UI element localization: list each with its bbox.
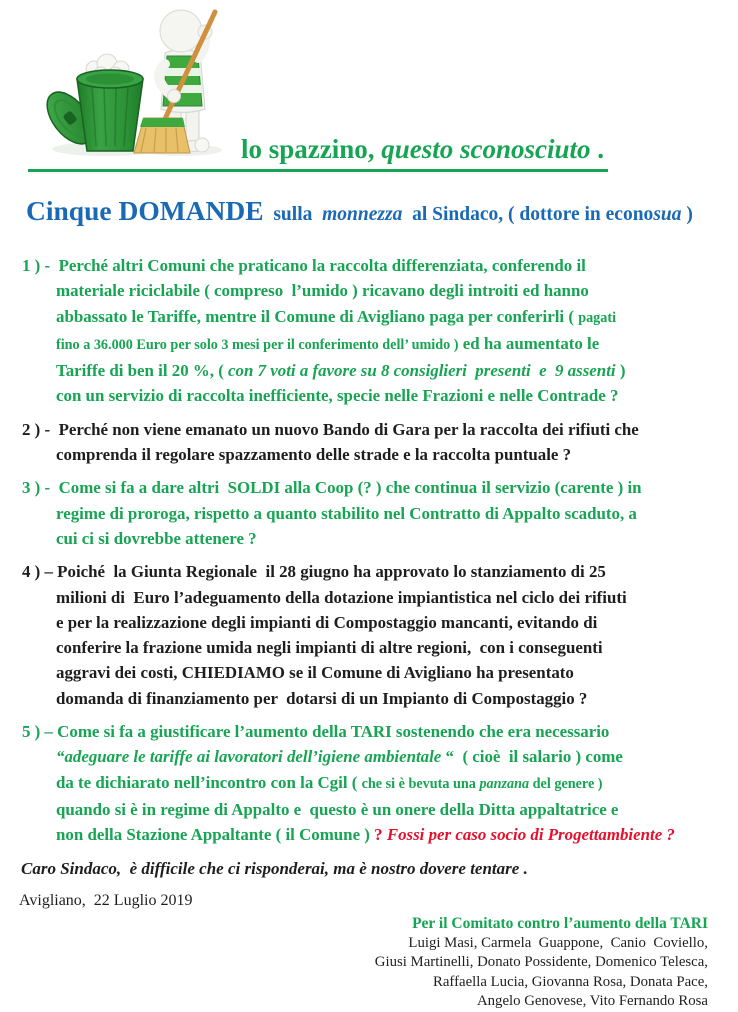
signatory-name: Luigi Masi, Carmela Guappone, Canio Coviello, — [408, 934, 708, 951]
question-5 — [22, 719, 738, 847]
text-run: fino a 36.000 Euro per solo 3 mesi per il conferimento dell’ umido ) — [56, 336, 459, 353]
text-run: pagati — [578, 309, 617, 326]
text-run: 3 ) - Come si fa a dare altri SOLDI alla Coop (? ) che continua il servizio (carente ) in — [22, 478, 642, 498]
document-header — [0, 0, 738, 174]
text-line — [22, 304, 738, 331]
text-run: Fossi per caso socio di Progettambiente ? — [386, 825, 675, 845]
text-line — [22, 501, 738, 526]
text-line — [22, 686, 738, 711]
text-run: ) — [615, 361, 626, 381]
text-line — [22, 278, 738, 303]
text-run: ed ha aumentato le — [458, 333, 600, 353]
text-line — [22, 526, 738, 551]
text-run: e per la realizzazione degli impianti di Compostaggio mancanti, evitando di — [56, 612, 598, 632]
text-run: Tariffe di ben il 20 %, ( — [56, 361, 229, 381]
question-1 — [22, 253, 738, 409]
text-line — [22, 475, 738, 500]
text-run: sulla — [263, 204, 323, 225]
questions-heading — [26, 194, 738, 232]
signatory-name: Raffaella Lucia, Giovanna Rosa, Donata Pace, — [432, 973, 708, 990]
text-line — [22, 253, 738, 278]
text-run: cui ci si dovrebbe attenere ? — [56, 528, 257, 548]
questions-list — [22, 253, 738, 848]
text-run: 2 ) - Perché non viene emanato un nuovo Bando di Gara per la raccolta dei rifiuti che — [22, 419, 639, 439]
text-run: “adeguare le tariffe ai lavoratori dell’igiene ambientale — [56, 747, 446, 767]
text-run: quando si è in regime di Appalto e questo è un onere della Ditta appaltatrice e — [56, 799, 619, 819]
text-line — [22, 559, 738, 584]
dateline: Avigliano, 22 Luglio 2019 — [19, 891, 193, 909]
text-line — [22, 770, 738, 797]
signature-block — [0, 913, 738, 1012]
text-run: 4 ) – Poiché la Giunta Regionale il 28 giugno ha approvato lo stanziamento di 25 — [22, 562, 606, 582]
text-line — [22, 744, 738, 769]
text-line — [22, 585, 738, 610]
text-run: abbassato le Tariffe, mentre il Comune di Avigliano paga per conferirli ( — [56, 306, 579, 326]
text-run: . — [590, 134, 604, 164]
text-run: da te dichiarato nell’incontro con la Cgil ( — [56, 772, 362, 792]
text-run: aggravi dei costi, CHIEDIAMO se il Comune di Avigliano ha presentato — [56, 663, 574, 683]
question-2 — [22, 417, 738, 468]
text-run: non della Stazione Appaltante ( il Comune ) — [56, 825, 375, 845]
closing-remark: Caro Sindaco, è difficile che ci risponderai, ma è nostro dovere tentare . — [21, 858, 528, 878]
text-run: del genere ) — [529, 775, 603, 792]
text-line — [22, 331, 738, 358]
text-line — [22, 822, 738, 847]
text-run: Cinque DOMANDE — [26, 195, 264, 226]
text-run: domanda di finanziamento per dotarsi di un Impianto di Compostaggio ? — [56, 688, 588, 708]
text-run: che si è bevuta una — [361, 775, 480, 792]
text-run: ) — [681, 204, 693, 225]
text-run: “ ( cioè il salario ) come — [445, 747, 623, 767]
text-run: 5 ) – Come si fa a giustificare l’aumento della TARI sostenendo che era necessario — [22, 722, 610, 742]
text-line — [22, 797, 738, 822]
text-run: ? — [374, 825, 387, 845]
text-run: sua — [653, 204, 682, 225]
text-run: regime di proroga, rispetto a quanto stabilito nel Contratto di Appalto scaduto, a — [56, 503, 637, 523]
text-line — [22, 719, 738, 744]
text-run: materiale riciclabile ( compreso l’umido ) ricavano degli introiti ed hanno — [56, 281, 589, 301]
text-line — [22, 660, 738, 685]
text-line — [22, 635, 738, 660]
text-line — [22, 417, 738, 442]
text-run: panzana — [479, 775, 530, 792]
text-run: 1 ) - Perché altri Comuni che praticano la raccolta differenziata, conferendo il — [22, 256, 586, 275]
text-run: comprenda il regolare spazzamento delle strade e la raccolta puntuale ? — [56, 445, 572, 465]
text-run: al Sindaco, ( dottore in econo — [402, 204, 654, 225]
text-line — [22, 442, 738, 467]
text-run: conferire la frazione umida negli impianti di altre regioni, con i conseguenti — [56, 638, 603, 658]
signatory-names — [0, 934, 708, 1012]
text-run: milioni di Euro l’adeguamento della dotazione impiantistica nel ciclo dei rifiuti — [56, 587, 627, 607]
text-run: questo sconosciuto — [374, 134, 591, 164]
signature-committee: Per il Comitato contro l’aumento della TARI — [412, 914, 708, 932]
text-run: con un servizio di raccolta inefficiente, specie nelle Frazioni e nelle Contrade ? — [56, 386, 619, 406]
text-line — [22, 610, 738, 635]
text-line — [22, 358, 738, 383]
signatory-name: Angelo Genovese, Vito Fernando Rosa — [476, 993, 708, 1010]
question-4 — [22, 559, 738, 711]
question-3 — [22, 475, 738, 551]
signatory-name: Giusi Martinelli, Donato Possidente, Domenico Telesca, — [374, 954, 708, 971]
text-line — [22, 383, 738, 408]
text-run: monnezza — [322, 204, 403, 225]
text-run: lo spazzino, — [240, 134, 375, 164]
document-title — [28, 130, 608, 172]
text-run: con 7 voti a favore su 8 consiglieri presenti e 9 assenti — [228, 361, 616, 381]
